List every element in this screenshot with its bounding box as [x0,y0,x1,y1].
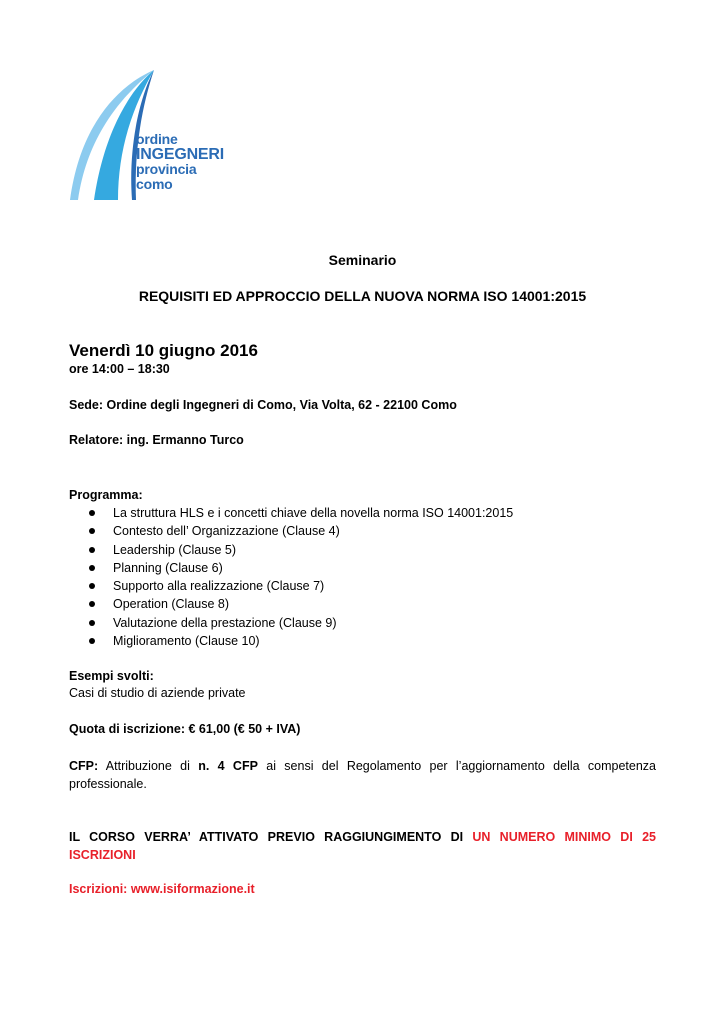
list-item: La struttura HLS e i concetti chiave della novella norma ISO 14001:2015 [89,504,513,522]
registration-link[interactable]: Iscrizioni: www.isiformazione.it [69,882,255,896]
list-item: Miglioramento (Clause 10) [89,632,513,650]
list-item: Leadership (Clause 5) [89,541,513,559]
minimum-enrollment-notice [69,828,656,864]
list-item: Planning (Clause 6) [89,559,513,577]
logo-line-1: ordine [136,131,178,147]
bullet-icon [89,583,95,589]
page-title: Seminario [328,252,397,268]
event-speaker: Relatore: ing. Ermanno Turco [69,433,244,447]
cfp-text-1: Attribuzione di [98,759,199,773]
list-item: Supporto alla realizzazione (Clause 7) [89,577,513,595]
list-item: Valutazione della prestazione (Clause 9) [89,614,513,632]
bullet-icon [89,565,95,571]
list-item: Operation (Clause 8) [89,595,513,613]
notice-highlight: UN NUMERO MINIMO DI 25 ISCRIZIONI [69,830,656,862]
program-label: Programma: [69,488,143,502]
bullet-icon [89,638,95,644]
logo-line-4: como [136,176,173,192]
logo-text [136,132,224,192]
program-list [89,504,513,650]
event-time: ore 14:00 – 18:30 [69,362,170,376]
cfp-paragraph [69,757,656,793]
bullet-icon [89,620,95,626]
registration-fee: Quota di iscrizione: € 61,00 (€ 50 + IVA) [69,722,301,736]
examples-label: Esempi svolti: [69,669,154,683]
event-venue: Sede: Ordine degli Ingegneri di Como, Via Volta, 62 - 22100 Como [69,398,457,412]
bullet-icon [89,510,95,516]
bullet-icon [89,601,95,607]
notice-text: IL CORSO VERRA’ ATTIVATO PREVIO RAGGIUNGIMENTO DI [69,830,473,844]
cfp-label: CFP: [69,759,99,773]
list-item: Contesto dell’ Organizzazione (Clause 4) [89,522,513,540]
bullet-icon [89,528,95,534]
seminar-subtitle: REQUISITI ED APPROCCIO DELLA NUOVA NORMA ISO 14001:2015 [138,288,587,304]
cfp-credits: n. 4 CFP [198,759,258,773]
logo-line-2: INGEGNERI [136,146,224,163]
cfp-text-2: ai sensi del Regolamento per l’aggiornamento della competenza professionale. [69,759,656,791]
bullet-icon [89,547,95,553]
examples-text: Casi di studio di aziende private [69,686,246,700]
logo-line-3: provincia [136,161,197,177]
event-date: Venerdì 10 giugno 2016 [69,341,258,360]
